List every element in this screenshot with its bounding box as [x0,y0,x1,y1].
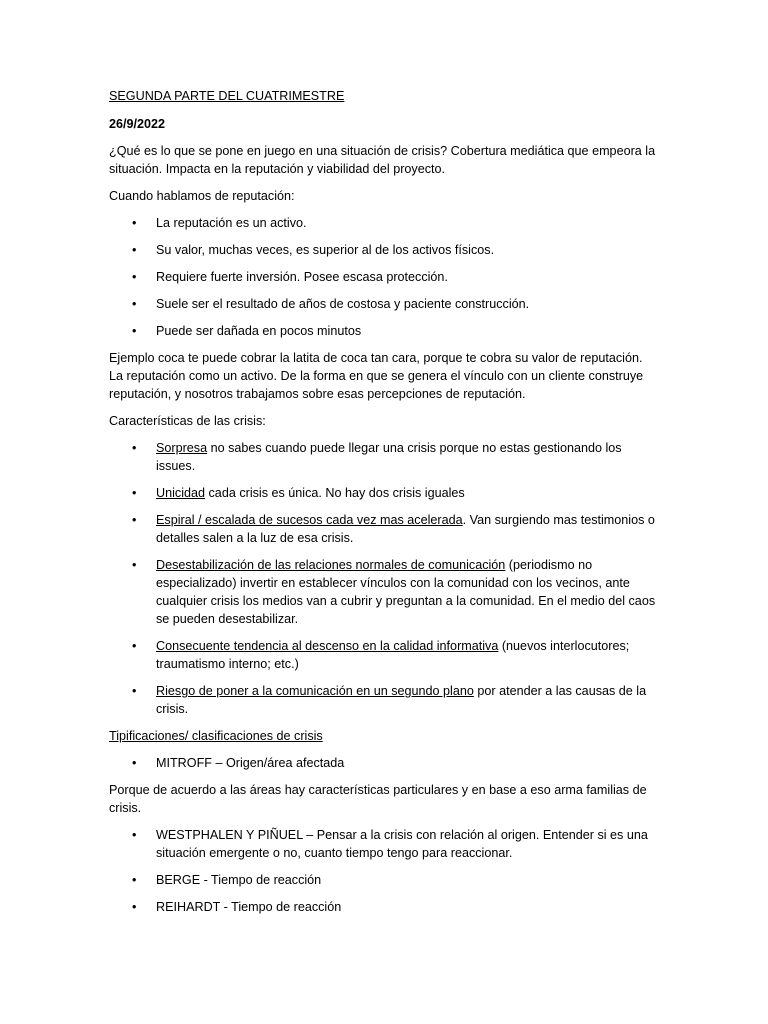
characteristics-heading: Características de las crisis: [109,414,266,428]
characteristic-text: por atender a las causas de la crisis. [156,684,647,716]
list-item [109,511,657,547]
list-item: • REIHARDT - Tiempo de reacción [132,900,342,914]
intro-paragraph: ¿Qué es lo que se pone en juego en una situación de crisis? Cobertura mediática que empeora la situación. Impacta en la reputación y viabilidad del proyecto. [109,144,656,176]
characteristic-text: (nuevos interlocutores; traumatismo interno; etc.) [156,639,630,671]
characteristic-term: Riesgo de poner a la comunicación en un segundo plano [156,684,474,698]
list-item: • WESTPHALEN Y PIÑUEL – Pensar a la crisis con relación al origen. Entender si es una situación emergente o no, cuanto tiempo tengo para reaccionar. [132,828,648,860]
list-item: • Requiere fuerte inversión. Posee escasa protección. [132,270,448,284]
list-item: • Su valor, muchas veces, es superior al de los activos físicos. [132,243,495,257]
bullet-icon: • [132,441,137,455]
bullet-icon: • [132,486,137,500]
bullet-icon: • [132,900,137,914]
list-item [109,637,657,673]
characteristic-text: no sabes cuando puede llegar una crisis porque no estas gestionando los issues. [156,441,622,473]
bullet-icon: • [132,243,137,257]
bullet-icon: • [132,297,137,311]
list-item: • BERGE - Tiempo de reacción [132,873,322,887]
example-paragraph: Ejemplo coca te puede cobrar la latita de coca tan cara, porque te cobra su valor de reputación. La reputación como un activo. De la forma en que se genera el vínculo con un cliente construye reputación, y nosotros trabajamos sobre esas percepciones de reputación. [109,351,644,401]
list-item: • La reputación es un activo. [132,216,307,230]
characteristic-term: Sorpresa [156,441,208,455]
bullet-icon: • [132,513,137,527]
bullet-icon: • [132,828,137,842]
typology-explanation: Porque de acuerdo a las áreas hay características particulares y en base a eso arma familias de crisis. [109,783,647,815]
list-item: • Puede ser dañada en pocos minutos [132,324,362,338]
list-item: • MITROFF – Origen/área afectada [132,756,345,770]
list-item [109,484,657,502]
list-item: • Suele ser el resultado de años de costosa y paciente construcción. [132,297,530,311]
bullet-icon: • [132,873,137,887]
mitroff-list [109,754,657,772]
list-item [109,439,657,475]
bullet-icon: • [132,216,137,230]
list-item [109,682,657,718]
characteristic-term: Espiral / escalada de sucesos cada vez mas acelerada [156,513,463,527]
bullet-icon: • [132,270,137,284]
characteristic-term: Consecuente tendencia al descenso en la calidad informativa [156,639,499,653]
reputation-list [109,214,657,340]
bullet-icon: • [132,684,137,698]
reputation-heading: Cuando hablamos de reputación: [109,189,295,203]
typology-list [109,826,657,916]
characteristics-list [109,439,657,718]
characteristic-text: (periodismo no especializado) invertir en establecer vínculos con la comunidad con los vecinos, ante cualquier crisis los medios van a cubrir y preguntan a la comunidad. En el medio del caos se pueden desestabilizar. [156,558,656,626]
characteristic-term: Unicidad [156,486,206,500]
characteristic-text: . Van surgiendo mas testimonios o detalles salen a la luz de esa crisis. [156,513,655,545]
bullet-icon: • [132,756,137,770]
list-item [109,556,657,628]
date-heading: 26/9/2022 [109,117,166,131]
bullet-icon: • [132,324,137,338]
typologies-heading: Tipificaciones/ clasificaciones de crisis [109,729,323,743]
characteristic-text: cada crisis es única. No hay dos crisis iguales [205,486,465,500]
document-body [109,87,657,925]
characteristic-term: Desestabilización de las relaciones normales de comunicación [156,558,506,572]
section-title: SEGUNDA PARTE DEL CUATRIMESTRE [109,89,345,103]
bullet-icon: • [132,639,137,653]
bullet-icon: • [132,558,137,572]
